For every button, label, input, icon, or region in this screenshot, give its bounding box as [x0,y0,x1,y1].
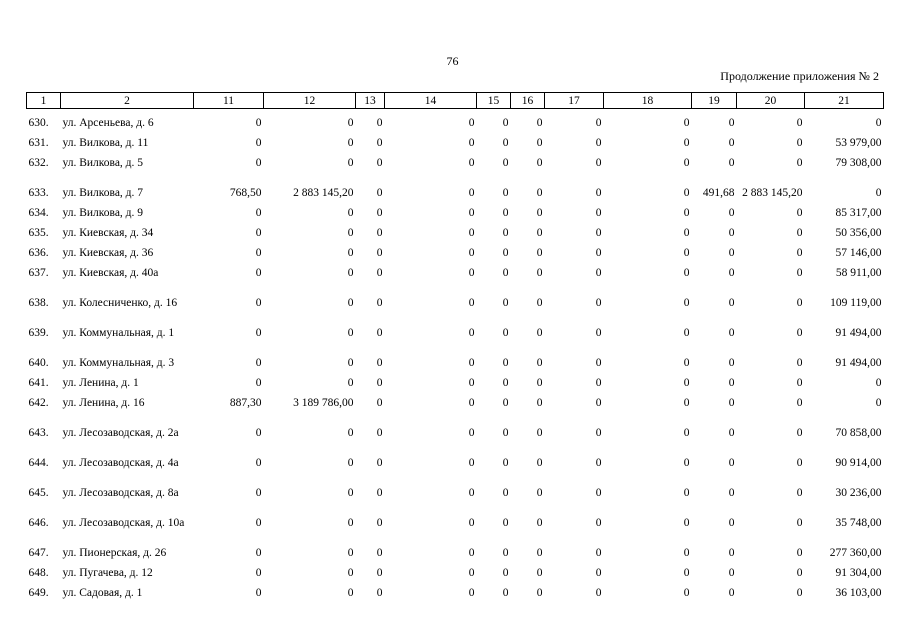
value-cell-14: 0 [468,247,475,259]
address-cell: ул. Вилкова, д. 9 [62,207,144,219]
value-cell-20: 0 [796,567,803,579]
value-cell-15: 0 [502,297,509,309]
value-cell-12: 0 [347,327,354,339]
value-cell-17: 0 [595,587,602,599]
value-cell-16: 0 [536,357,543,369]
value-cell-11: 0 [255,587,262,599]
value-cell-13: 0 [376,117,383,129]
table-row [27,109,884,130]
value-cell-11: 0 [255,377,262,389]
row-number: 631. [28,137,49,149]
address-cell: ул. Арсеньева, д. 6 [62,117,154,129]
value-cell-17: 0 [595,457,602,469]
table-row [27,259,884,279]
value-cell-21: 0 [875,117,882,129]
value-cell-12: 0 [347,517,354,529]
value-cell-14: 0 [468,587,475,599]
value-cell-17: 0 [595,567,602,579]
row-number: 642. [28,397,49,409]
table-row [27,199,884,219]
value-cell-17: 0 [595,327,602,339]
value-cell-14: 0 [468,377,475,389]
value-cell-20: 2 883 145,20 [742,187,803,199]
value-cell-17: 0 [595,267,602,279]
value-cell-16: 0 [536,157,543,169]
value-cell-19: 0 [728,157,735,169]
value-cell-12: 0 [347,587,354,599]
value-cell-15: 0 [502,357,509,369]
value-cell-16: 0 [536,487,543,499]
value-cell-11: 0 [255,117,262,129]
value-cell-11: 0 [255,357,262,369]
value-cell-11: 0 [255,137,262,149]
value-cell-15: 0 [502,377,509,389]
value-cell-11: 0 [255,517,262,529]
value-cell-16: 0 [536,427,543,439]
value-cell-13: 0 [376,547,383,559]
table-row [27,239,884,259]
value-cell-15: 0 [502,207,509,219]
column-header: 17 [545,93,604,109]
value-cell-14: 0 [468,207,475,219]
row-number: 644. [28,457,49,469]
value-cell-19: 491,68 [702,187,735,199]
value-cell-14: 0 [468,547,475,559]
value-cell-16: 0 [536,567,543,579]
value-cell-17: 0 [595,297,602,309]
value-cell-17: 0 [595,137,602,149]
value-cell-16: 0 [536,187,543,199]
value-cell-15: 0 [502,487,509,499]
value-cell-20: 0 [796,487,803,499]
value-cell-11: 887,30 [229,397,262,409]
table-row [27,559,884,579]
table-row [27,149,884,169]
value-cell-18: 0 [683,587,690,599]
row-number: 641. [28,377,49,389]
value-cell-14: 0 [468,267,475,279]
value-cell-13: 0 [376,377,383,389]
value-cell-20: 0 [796,357,803,369]
page-number: 76 [446,54,459,68]
value-cell-20: 0 [796,457,803,469]
value-cell-20: 0 [796,207,803,219]
value-cell-13: 0 [376,247,383,259]
address-cell: ул. Пугачева, д. 12 [62,567,153,579]
value-cell-11: 0 [255,547,262,559]
value-cell-13: 0 [376,157,383,169]
value-cell-13: 0 [376,207,383,219]
value-cell-16: 0 [536,517,543,529]
value-cell-19: 0 [728,207,735,219]
value-cell-11: 0 [255,247,262,259]
column-header: 15 [477,93,511,109]
value-cell-12: 0 [347,357,354,369]
table-row [27,339,884,369]
value-cell-17: 0 [595,547,602,559]
row-number: 645. [28,487,49,499]
value-cell-19: 0 [728,357,735,369]
value-cell-18: 0 [683,377,690,389]
value-cell-11: 0 [255,327,262,339]
value-cell-17: 0 [595,377,602,389]
value-cell-14: 0 [468,487,475,499]
value-cell-15: 0 [502,397,509,409]
table-row [27,469,884,499]
value-cell-20: 0 [796,117,803,129]
value-cell-21: 85 317,00 [835,207,882,219]
value-cell-18: 0 [683,357,690,369]
value-cell-17: 0 [595,227,602,239]
value-cell-16: 0 [536,377,543,389]
value-cell-15: 0 [502,137,509,149]
row-number: 639. [28,327,49,339]
value-cell-20: 0 [796,427,803,439]
value-cell-20: 0 [796,267,803,279]
table-row [27,579,884,599]
table-row [27,129,884,149]
column-header: 14 [385,93,477,109]
value-cell-12: 3 189 786,00 [293,397,354,409]
value-cell-15: 0 [502,327,509,339]
value-cell-18: 0 [683,327,690,339]
row-number: 640. [28,357,49,369]
table-row [27,369,884,389]
value-cell-21: 53 979,00 [835,137,882,149]
value-cell-16: 0 [536,457,543,469]
address-cell: ул. Вилкова, д. 5 [62,157,144,169]
value-cell-16: 0 [536,117,543,129]
table-row [27,169,884,199]
value-cell-11: 0 [255,267,262,279]
value-cell-11: 0 [255,457,262,469]
address-cell: ул. Вилкова, д. 7 [62,187,144,199]
value-cell-16: 0 [536,327,543,339]
address-cell: ул. Лесозаводская, д. 4а [62,457,179,469]
value-cell-12: 0 [347,157,354,169]
value-cell-11: 768,50 [229,187,262,199]
value-cell-12: 0 [347,227,354,239]
value-cell-21: 70 858,00 [835,427,882,439]
value-cell-13: 0 [376,297,383,309]
value-cell-19: 0 [728,487,735,499]
column-header: 1 [27,93,61,109]
value-cell-14: 0 [468,327,475,339]
value-cell-21: 79 308,00 [835,157,882,169]
address-cell: ул. Пионерская, д. 26 [62,547,167,559]
value-cell-13: 0 [376,227,383,239]
value-cell-18: 0 [683,567,690,579]
row-number: 636. [28,247,49,259]
value-cell-13: 0 [376,427,383,439]
address-cell: ул. Киевская, д. 34 [62,227,154,239]
value-cell-16: 0 [536,247,543,259]
value-cell-17: 0 [595,487,602,499]
value-cell-19: 0 [728,587,735,599]
value-cell-11: 0 [255,227,262,239]
value-cell-18: 0 [683,457,690,469]
column-header: 18 [604,93,692,109]
value-cell-14: 0 [468,397,475,409]
value-cell-14: 0 [468,567,475,579]
appendix-note: Продолжение приложения № 2 [720,69,879,83]
value-cell-15: 0 [502,517,509,529]
value-cell-15: 0 [502,587,509,599]
value-cell-14: 0 [468,187,475,199]
value-cell-12: 0 [347,427,354,439]
value-cell-12: 0 [347,137,354,149]
value-cell-13: 0 [376,487,383,499]
value-cell-21: 30 236,00 [835,487,882,499]
value-cell-19: 0 [728,547,735,559]
value-cell-15: 0 [502,227,509,239]
address-cell: ул. Колесниченко, д. 16 [62,297,178,309]
value-cell-19: 0 [728,397,735,409]
value-cell-16: 0 [536,137,543,149]
row-number: 638. [28,297,49,309]
address-cell: ул. Вилкова, д. 11 [62,137,149,149]
value-cell-18: 0 [683,247,690,259]
table-row [27,309,884,339]
value-cell-17: 0 [595,157,602,169]
value-cell-19: 0 [728,227,735,239]
value-cell-21: 90 914,00 [835,457,882,469]
value-cell-17: 0 [595,427,602,439]
value-cell-20: 0 [796,587,803,599]
column-header: 11 [194,93,264,109]
address-cell: ул. Киевская, д. 36 [62,247,154,259]
value-cell-13: 0 [376,187,383,199]
value-cell-18: 0 [683,517,690,529]
value-cell-17: 0 [595,117,602,129]
value-cell-21: 35 748,00 [835,517,882,529]
value-cell-11: 0 [255,427,262,439]
value-cell-11: 0 [255,157,262,169]
value-cell-19: 0 [728,267,735,279]
value-cell-15: 0 [502,117,509,129]
address-cell: ул. Коммунальная, д. 1 [62,327,175,339]
value-cell-13: 0 [376,397,383,409]
column-header: 20 [737,93,805,109]
value-cell-18: 0 [683,427,690,439]
value-cell-15: 0 [502,567,509,579]
value-cell-12: 0 [347,267,354,279]
value-cell-16: 0 [536,227,543,239]
column-header: 16 [511,93,545,109]
value-cell-19: 0 [728,427,735,439]
value-cell-20: 0 [796,327,803,339]
value-cell-21: 0 [875,397,882,409]
row-number: 635. [28,227,49,239]
value-cell-13: 0 [376,327,383,339]
value-cell-21: 277 360,00 [829,547,882,559]
value-cell-14: 0 [468,517,475,529]
value-cell-19: 0 [728,117,735,129]
table-row [27,279,884,309]
row-number: 647. [28,547,49,559]
value-cell-19: 0 [728,247,735,259]
value-cell-13: 0 [376,357,383,369]
value-cell-12: 2 883 145,20 [293,187,354,199]
column-header: 19 [692,93,737,109]
row-number: 648. [28,567,49,579]
value-cell-13: 0 [376,457,383,469]
value-cell-18: 0 [683,267,690,279]
value-cell-21: 57 146,00 [835,247,882,259]
value-cell-21: 91 304,00 [835,567,882,579]
value-cell-12: 0 [347,297,354,309]
value-cell-19: 0 [728,327,735,339]
row-number: 632. [28,157,49,169]
value-cell-15: 0 [502,267,509,279]
value-cell-18: 0 [683,297,690,309]
table-row [27,409,884,439]
value-cell-13: 0 [376,267,383,279]
row-number: 643. [28,427,49,439]
value-cell-19: 0 [728,137,735,149]
value-cell-20: 0 [796,377,803,389]
column-header: 2 [61,93,194,109]
value-cell-19: 0 [728,297,735,309]
value-cell-21: 36 103,00 [835,587,882,599]
value-cell-17: 0 [595,247,602,259]
value-cell-12: 0 [347,247,354,259]
value-cell-19: 0 [728,377,735,389]
table-body [27,109,884,600]
value-cell-16: 0 [536,547,543,559]
row-number: 633. [28,187,49,199]
value-cell-18: 0 [683,207,690,219]
value-cell-21: 0 [875,377,882,389]
table-row [27,529,884,559]
value-cell-18: 0 [683,487,690,499]
value-cell-20: 0 [796,247,803,259]
table-row [27,219,884,239]
value-cell-19: 0 [728,457,735,469]
value-cell-20: 0 [796,547,803,559]
value-cell-20: 0 [796,397,803,409]
value-cell-13: 0 [376,517,383,529]
value-cell-18: 0 [683,117,690,129]
value-cell-15: 0 [502,157,509,169]
value-cell-18: 0 [683,137,690,149]
value-cell-18: 0 [683,187,690,199]
value-cell-12: 0 [347,487,354,499]
value-cell-17: 0 [595,517,602,529]
address-cell: ул. Лесозаводская, д. 10а [62,517,185,529]
value-cell-13: 0 [376,567,383,579]
column-header: 13 [356,93,385,109]
row-number: 646. [28,517,49,529]
value-cell-17: 0 [595,207,602,219]
value-cell-14: 0 [468,297,475,309]
value-cell-14: 0 [468,117,475,129]
column-header: 12 [264,93,356,109]
value-cell-19: 0 [728,517,735,529]
value-cell-20: 0 [796,517,803,529]
value-cell-20: 0 [796,297,803,309]
value-cell-13: 0 [376,137,383,149]
value-cell-12: 0 [347,547,354,559]
value-cell-16: 0 [536,587,543,599]
value-cell-20: 0 [796,157,803,169]
value-cell-18: 0 [683,397,690,409]
value-cell-20: 0 [796,227,803,239]
value-cell-17: 0 [595,187,602,199]
value-cell-14: 0 [468,137,475,149]
address-cell: ул. Лесозаводская, д. 8а [62,487,179,499]
value-cell-15: 0 [502,547,509,559]
value-cell-11: 0 [255,567,262,579]
value-cell-16: 0 [536,297,543,309]
value-cell-18: 0 [683,547,690,559]
value-cell-15: 0 [502,457,509,469]
address-cell: ул. Ленина, д. 16 [62,397,145,409]
row-number: 637. [28,267,49,279]
value-cell-12: 0 [347,567,354,579]
value-cell-14: 0 [468,457,475,469]
value-cell-17: 0 [595,397,602,409]
value-cell-12: 0 [347,377,354,389]
value-cell-15: 0 [502,247,509,259]
row-number: 634. [28,207,49,219]
table-row [27,439,884,469]
value-cell-14: 0 [468,227,475,239]
data-table [26,92,884,599]
value-cell-16: 0 [536,267,543,279]
value-cell-11: 0 [255,487,262,499]
value-cell-11: 0 [255,297,262,309]
value-cell-12: 0 [347,117,354,129]
address-cell: ул. Лесозаводская, д. 2а [62,427,179,439]
value-cell-12: 0 [347,457,354,469]
table-row [27,389,884,409]
value-cell-15: 0 [502,187,509,199]
value-cell-21: 109 119,00 [830,297,882,309]
value-cell-21: 0 [875,187,882,199]
address-cell: ул. Садовая, д. 1 [62,587,143,599]
value-cell-18: 0 [683,227,690,239]
column-header: 21 [805,93,884,109]
value-cell-13: 0 [376,587,383,599]
value-cell-20: 0 [796,137,803,149]
value-cell-18: 0 [683,157,690,169]
address-cell: ул. Коммунальная, д. 3 [62,357,175,369]
row-number: 630. [28,117,49,129]
row-number: 649. [28,587,49,599]
value-cell-15: 0 [502,427,509,439]
value-cell-14: 0 [468,157,475,169]
value-cell-11: 0 [255,207,262,219]
value-cell-16: 0 [536,207,543,219]
address-cell: ул. Ленина, д. 1 [62,377,139,389]
header-row [27,93,884,109]
value-cell-12: 0 [347,207,354,219]
value-cell-21: 91 494,00 [835,357,882,369]
table-row [27,499,884,529]
value-cell-17: 0 [595,357,602,369]
value-cell-21: 91 494,00 [835,327,882,339]
address-cell: ул. Киевская, д. 40а [62,267,159,279]
value-cell-19: 0 [728,567,735,579]
value-cell-14: 0 [468,357,475,369]
value-cell-21: 50 356,00 [835,227,882,239]
value-cell-14: 0 [468,427,475,439]
value-cell-16: 0 [536,397,543,409]
value-cell-21: 58 911,00 [835,267,882,279]
